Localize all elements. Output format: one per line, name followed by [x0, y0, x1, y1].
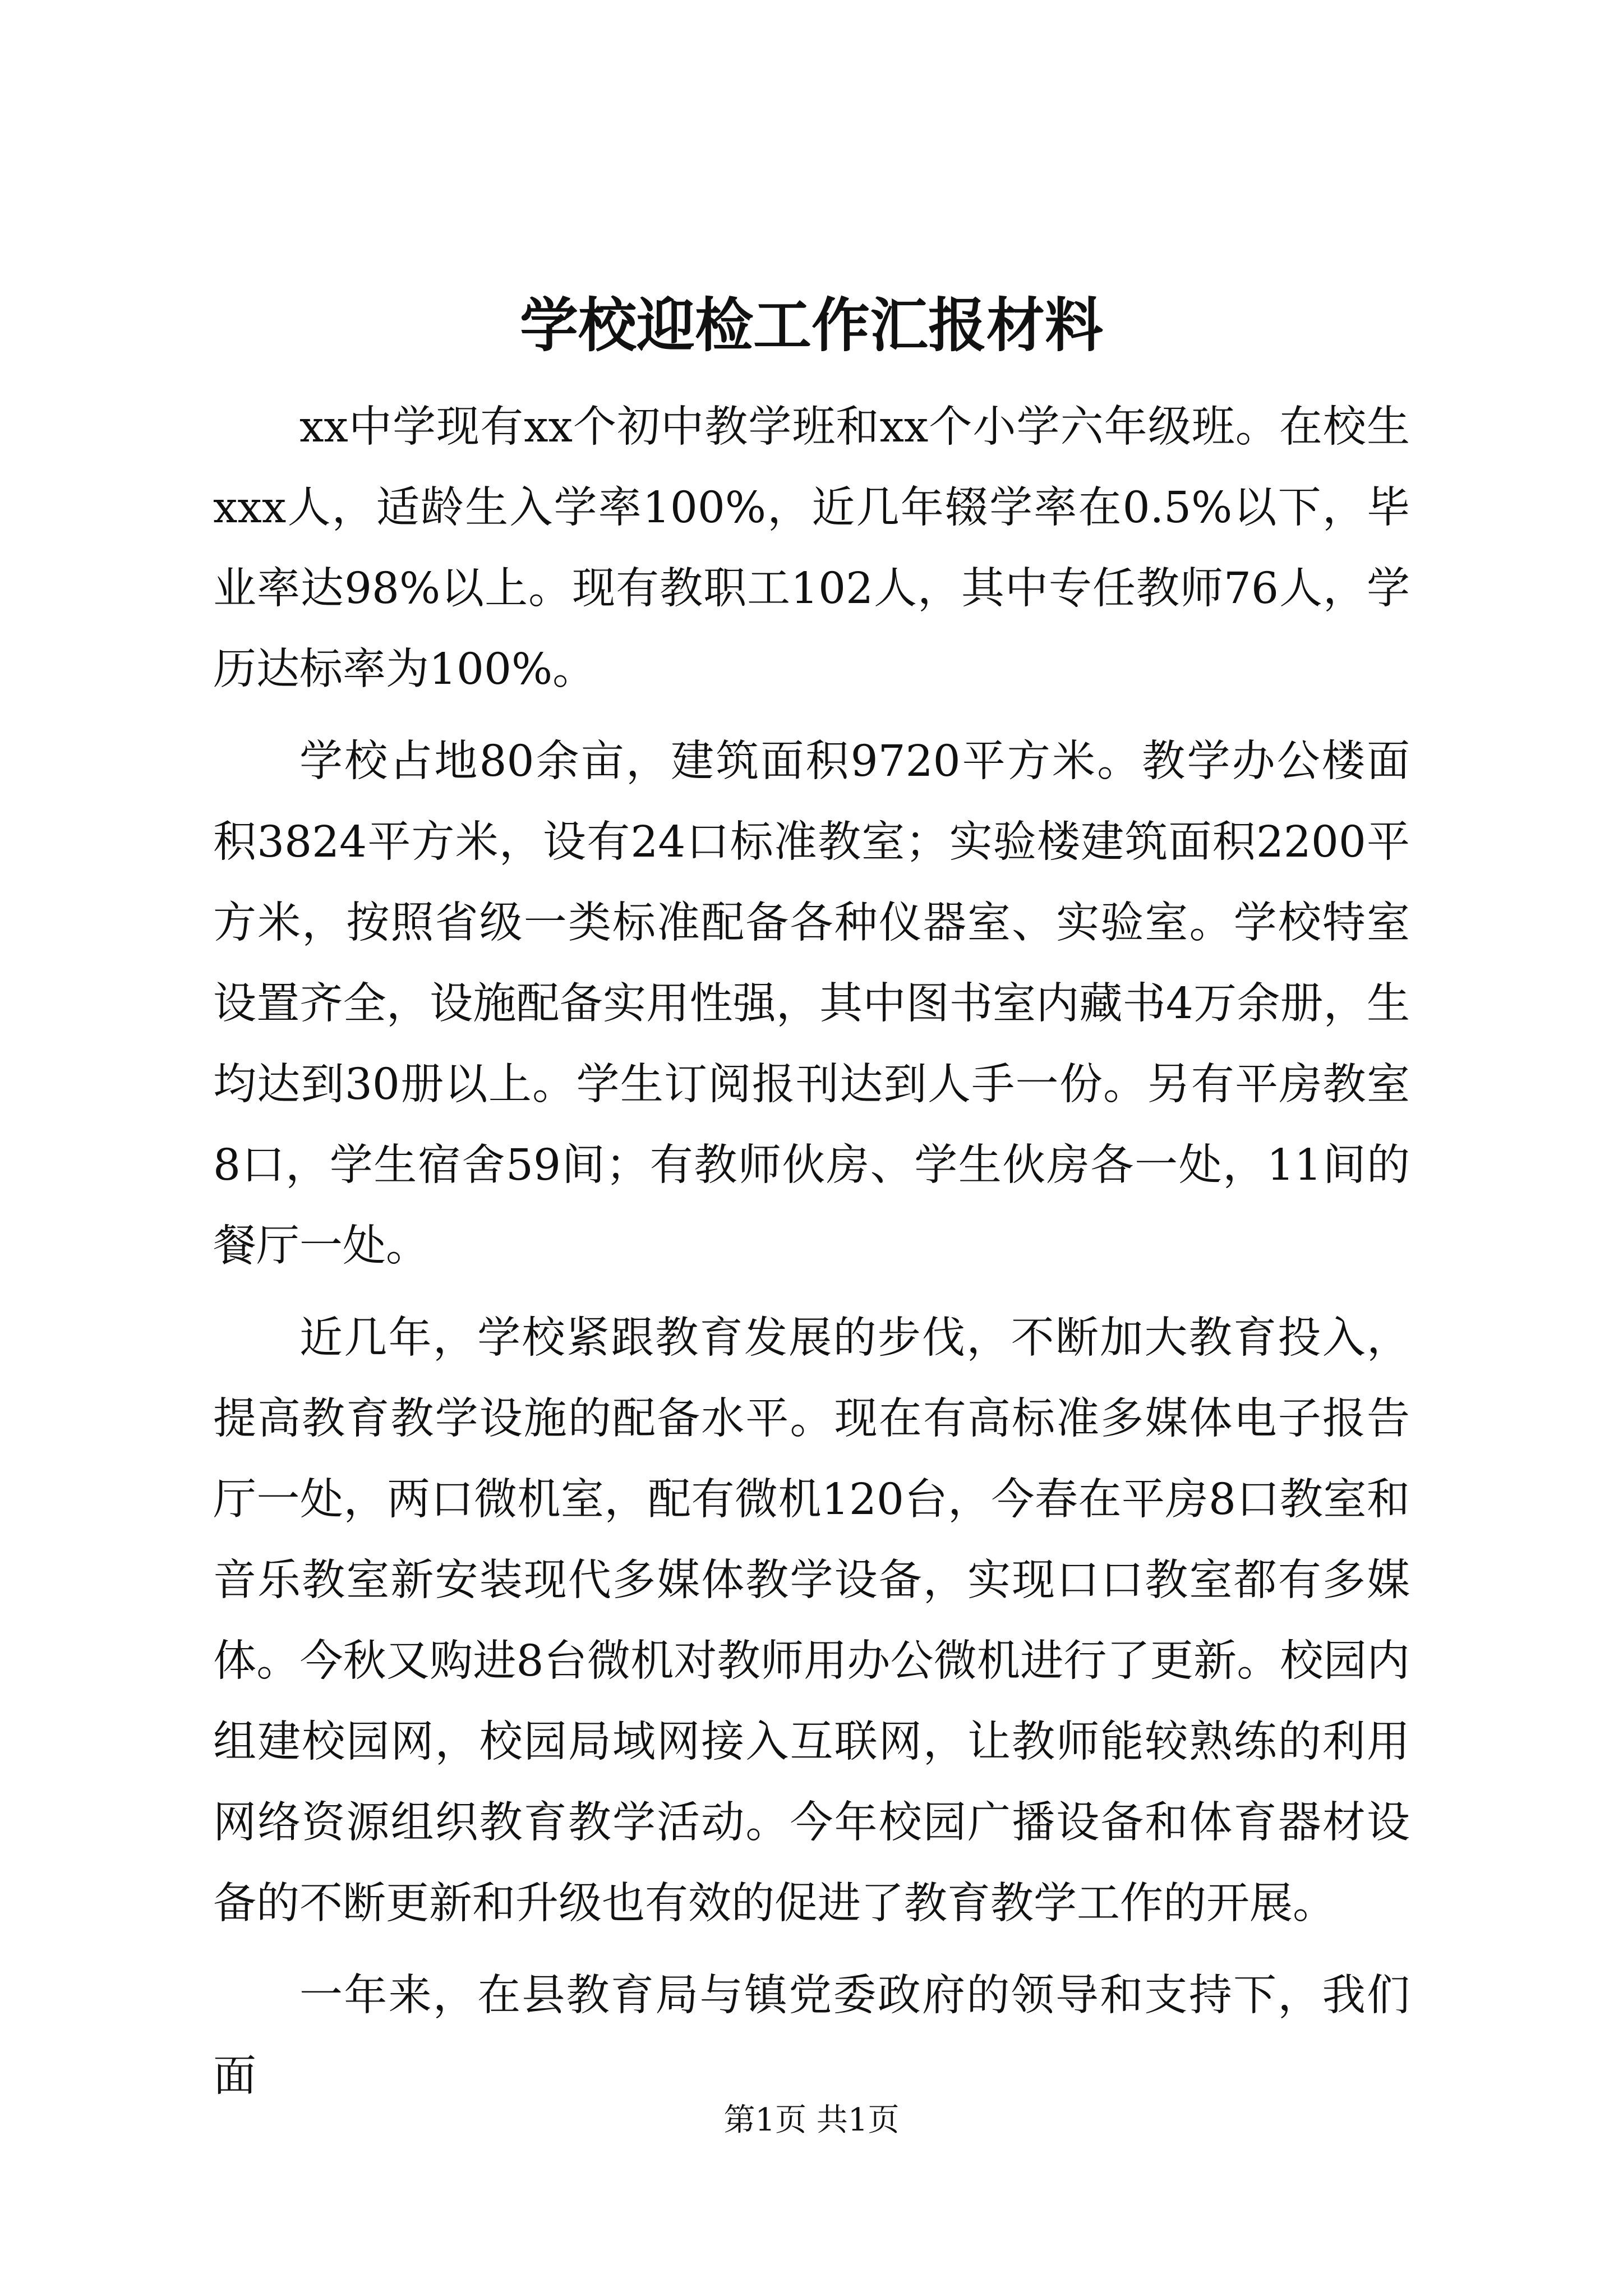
document-body [213, 387, 1410, 2128]
paragraph-3: 近几年，学校紧跟教育发展的步伐，不断加大教育投入，提高教育教学设施的配备水平。现在有高标准多媒体电子报告厅一处，两口微机室，配有微机120台，今春在平房8口教室和音乐教室新安装现代多媒体教学设备，实现口口教室都有多媒体。今秋又购进8台微机对教师用办公微机进行了更新。校园内组建校园网，校园局域网接入互联网，让教师能较熟练的利用网络资源组织教育教学活动。今年校园广播设备和体育器材设备的不断更新和升级也有效的促进了教育教学工作的开展。 [213, 1313, 1410, 1929]
paragraph-4: 一年来，在县教育局与镇党委政府的领导和支持下，我们面 [213, 1971, 1410, 2101]
paragraph-1: xx中学现有xx个初中教学班和xx个小学六年级班。在校生xxx人，适龄生入学率100%，近几年辍学率在0.5%以下，毕业率达98%以上。现有教职工102人，其中专任教师76人，学历达标率为100%。 [213, 402, 1410, 694]
document-title: 学校迎检工作汇报材料 [519, 291, 1103, 360]
page-footer: 第1页 共1页 [723, 2102, 900, 2138]
paragraph-2: 学校占地80余亩，建筑面积9720平方米。教学办公楼面积3824平方米，设有24口标准教室；实验楼建筑面积2200平方米，按照省级一类标准配备各种仪器室、实验室。学校特室设置齐全，设施配备实用性强，其中图书室内藏书4万余册，生均达到30册以上。学生订阅报刊达到人手一份。另有平房教室8口，学生宿舍59间；有教师伙房、学生伙房各一处，11间的餐厅一处。 [213, 737, 1410, 1271]
